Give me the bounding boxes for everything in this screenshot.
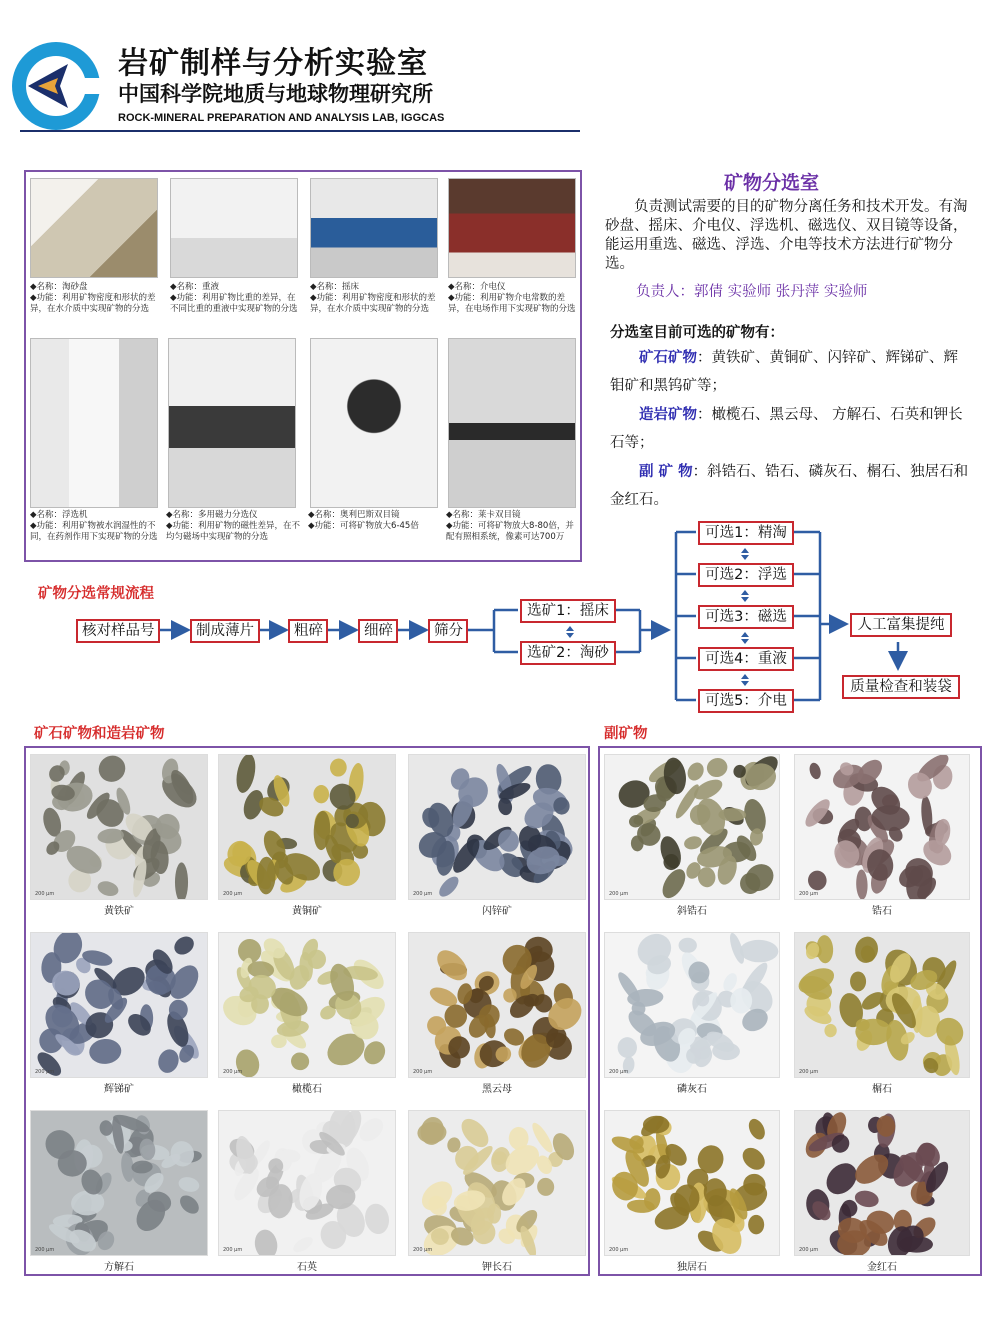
- ore-label: 闪锌矿: [482, 906, 512, 917]
- ore-minerals-line: [610, 344, 970, 400]
- equipment-photo: [168, 338, 296, 508]
- equipment-photo: [448, 178, 576, 278]
- equipment-photo: [30, 338, 158, 508]
- flow-option-box: 可选3：磁选: [698, 605, 794, 629]
- room-staff: 负责人：郭倩 实验师 张丹萍 实验师: [636, 284, 868, 300]
- accessory-minerals-line: [610, 458, 970, 514]
- equipment-function: ◆功能：利用矿物密度和形状的差异，在水介质中实现矿物的分选: [310, 293, 436, 314]
- ore-label: 辉锑矿: [104, 1084, 134, 1095]
- ore-photo: [218, 932, 396, 1078]
- ore-label: 黑云母: [482, 1084, 512, 1095]
- flow-option-box: 可选4：重液: [698, 647, 794, 671]
- flow-title: 矿物分选常规流程: [38, 586, 154, 602]
- ore-photo: [408, 754, 586, 900]
- equipment-photo: [448, 338, 576, 508]
- equipment-function: ◆功能：利用矿物介电常数的差异，在电场作用下实现矿物的分选: [448, 293, 576, 314]
- ore-photo: [30, 932, 208, 1078]
- flow-final-box: 质量检查和装袋: [842, 675, 960, 699]
- ore-minerals-key: 矿石矿物: [639, 350, 697, 366]
- ore-photo: [30, 1110, 208, 1256]
- flow-option-box: 可选2：浮选: [698, 563, 794, 587]
- room-description: 负责测试需要的目的矿物分离任务和技术开发。有淘砂盘、摇床、介电仪、浮选机、磁选仪、双目镜等设备，能运用重选、磁选、浮选、介电等技术方法进行矿物分选。: [605, 199, 968, 272]
- accessory-label: 独居石: [677, 1262, 707, 1273]
- equipment-name: ◆名称：奥利巴斯双目镜: [308, 510, 400, 520]
- ore-rock-section-title: 矿石矿物和造岩矿物: [34, 726, 165, 742]
- scale-bar-label: 200 μm: [609, 1247, 629, 1253]
- rock-minerals-line: [610, 401, 970, 457]
- accessory-photo: [604, 932, 780, 1078]
- scale-bar-label: 200 μm: [223, 1247, 243, 1253]
- scale-bar-label: 200 μm: [413, 1069, 433, 1075]
- scale-bar-label: 200 μm: [223, 1069, 243, 1075]
- equipment-panel: [24, 170, 582, 562]
- institute-title: 中国科学院地质与地球物理研究所: [118, 82, 433, 106]
- accessory-minerals-list: ：斜锆石、锆石、磷灰石、榍石、独居石和金红石。: [610, 464, 969, 508]
- equipment-function: ◆功能：可将矿物放大6-45倍: [308, 521, 419, 531]
- scale-bar-label: 200 μm: [799, 1247, 819, 1253]
- lab-english-title: ROCK-MINERAL PREPARATION AND ANALYSIS LAB, IGGCAS: [118, 112, 445, 124]
- scale-bar-label: 200 μm: [609, 891, 629, 897]
- equipment-photo: [310, 178, 438, 278]
- accessory-label: 锆石: [872, 906, 892, 917]
- ore-photo: [408, 932, 586, 1078]
- logo-icon: [8, 38, 104, 134]
- accessory-minerals-key: 副 矿 物: [639, 464, 693, 480]
- ore-label: 钾长石: [482, 1262, 512, 1273]
- accessory-photo: [794, 1110, 970, 1256]
- accessory-photo: [794, 932, 970, 1078]
- ore-label: 方解石: [104, 1262, 134, 1273]
- flow-option-box: 可选1：精淘: [698, 521, 794, 545]
- scale-bar-label: 200 μm: [799, 1069, 819, 1075]
- scale-bar-label: 200 μm: [413, 1247, 433, 1253]
- equipment-photo: [170, 178, 298, 278]
- equipment-name: ◆名称：莱卡双目镜: [446, 510, 521, 520]
- ore-label: 橄榄石: [292, 1084, 322, 1095]
- header-divider: [20, 130, 580, 132]
- flow-step-box: 核对样品号: [76, 619, 160, 643]
- ore-photo: [30, 754, 208, 900]
- ore-photo: [218, 754, 396, 900]
- ore-minerals-list: ：黄铁矿、黄铜矿、闪锌矿、辉锑矿、辉钼矿和黑钨矿等；: [610, 350, 958, 394]
- equipment-photo: [310, 338, 438, 508]
- ore-photo: [408, 1110, 586, 1256]
- available-minerals-title: 分选室目前可选的矿物有：: [610, 325, 784, 341]
- flow-preselect-box: 选矿1：摇床: [520, 599, 616, 623]
- scale-bar-label: 200 μm: [609, 1069, 629, 1075]
- accessory-photo: [794, 754, 970, 900]
- ore-label: 黄铜矿: [292, 906, 322, 917]
- equipment-name: ◆名称：介电仪: [448, 282, 506, 292]
- flow-option-box: 可选5：介电: [698, 689, 794, 713]
- flow-step-box: 制成薄片: [190, 619, 260, 643]
- equipment-function: ◆功能：利用矿物被水润湿性的不同，在药剂作用下实现矿物的分选: [30, 521, 158, 542]
- ore-label: 石英: [297, 1262, 317, 1273]
- lab-title: 岩矿制样与分析实验室: [118, 46, 428, 81]
- equipment-function: ◆功能：利用矿物密度和形状的差异，在水介质中实现矿物的分选: [30, 293, 156, 314]
- flow-step-box: 筛分: [428, 619, 468, 643]
- room-title: 矿物分选室: [724, 172, 820, 194]
- ore-label: 黄铁矿: [104, 906, 134, 917]
- scale-bar-label: 200 μm: [223, 891, 243, 897]
- accessory-photo: [604, 754, 780, 900]
- flow-step-box: 细碎: [358, 619, 398, 643]
- scale-bar-label: 200 μm: [35, 1069, 55, 1075]
- scale-bar-label: 200 μm: [35, 1247, 55, 1253]
- accessory-label: 斜锆石: [677, 906, 707, 917]
- rock-minerals-list: ：橄榄石、黑云母、 方解石、石英和钾长石等；: [610, 407, 963, 451]
- accessory-label: 榍石: [872, 1084, 892, 1095]
- equipment-name: ◆名称：摇床: [310, 282, 360, 292]
- equipment-name: ◆名称：多用磁力分选仪: [166, 510, 258, 520]
- equipment-name: ◆名称：浮选机: [30, 510, 88, 520]
- accessory-photo: [604, 1110, 780, 1256]
- accessory-section-title: 副矿物: [604, 726, 648, 742]
- rock-minerals-key: 造岩矿物: [639, 407, 697, 423]
- flow-preselect-box: 选矿2：淘砂: [520, 641, 616, 665]
- equipment-function: ◆功能：利用矿物比重的差异，在不同比重的重液中实现矿物的分选: [170, 293, 298, 314]
- flow-step-box: 粗碎: [288, 619, 328, 643]
- accessory-label: 金红石: [867, 1262, 897, 1273]
- equipment-name: ◆名称：淘砂盘: [30, 282, 88, 292]
- equipment-photo: [30, 178, 158, 278]
- flow-final-box: 人工富集提纯: [850, 613, 952, 637]
- ore-photo: [218, 1110, 396, 1256]
- accessory-label: 磷灰石: [677, 1084, 707, 1095]
- scale-bar-label: 200 μm: [35, 891, 55, 897]
- equipment-name: ◆名称：重液: [170, 282, 220, 292]
- equipment-function: ◆功能：可将矿物放大8-80倍，并配有照相系统，像素可达700万: [446, 521, 574, 542]
- scale-bar-label: 200 μm: [413, 891, 433, 897]
- scale-bar-label: 200 μm: [799, 891, 819, 897]
- equipment-function: ◆功能：利用矿物的磁性差异，在不均匀磁场中实现矿物的分选: [166, 521, 301, 542]
